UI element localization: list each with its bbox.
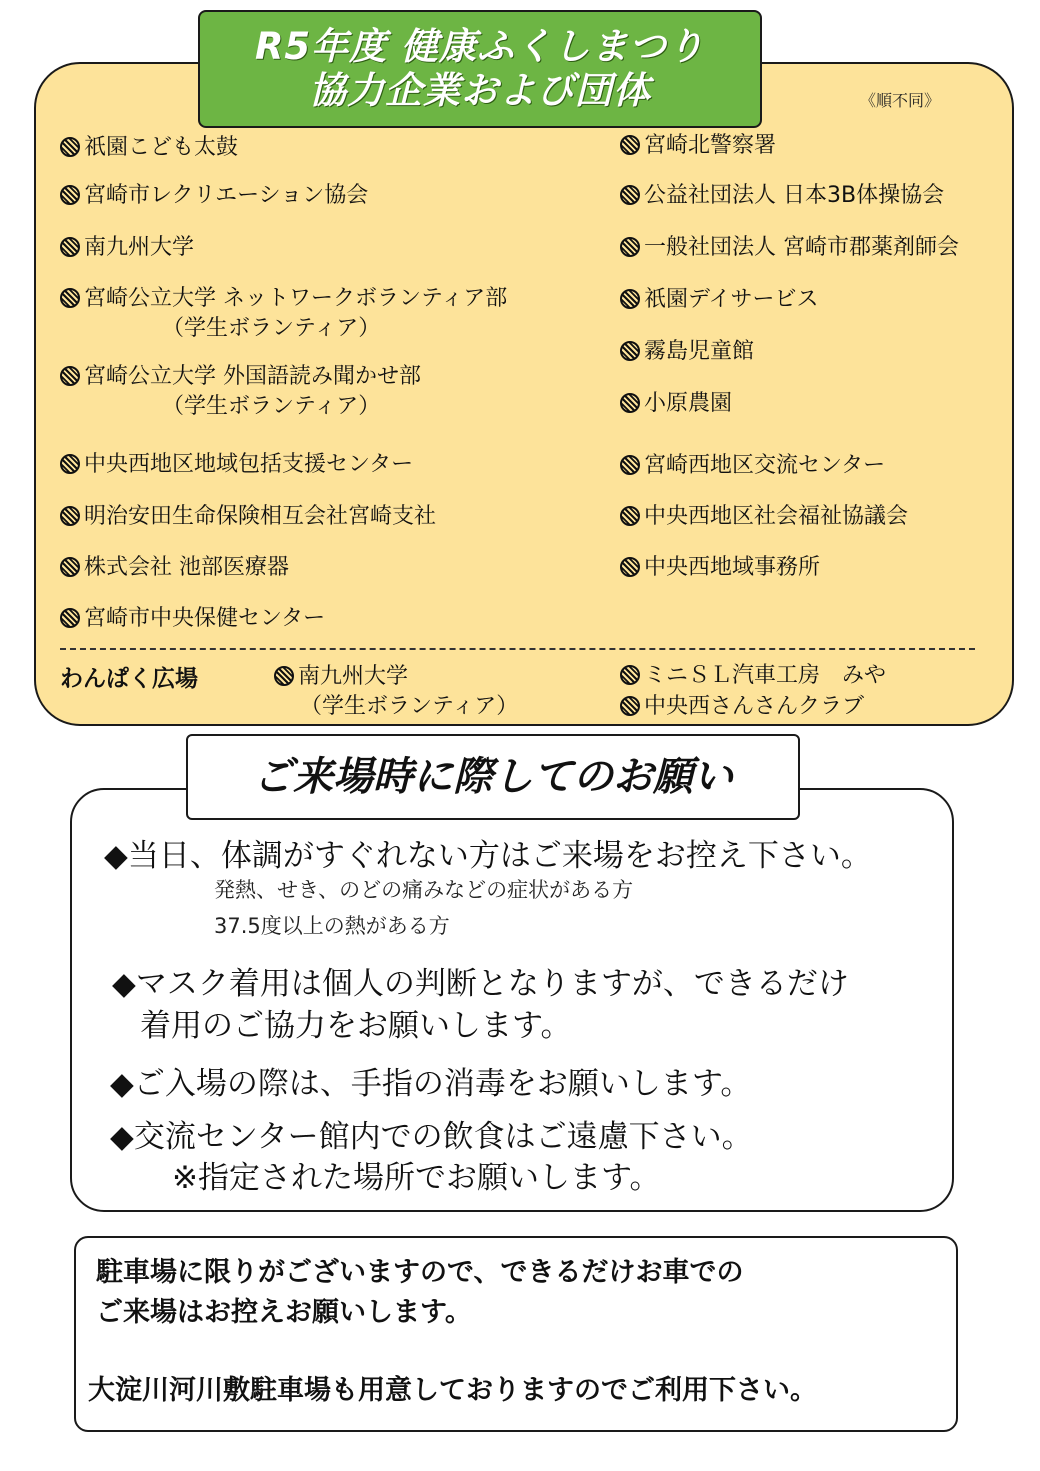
wanpaku-group-3: [620, 692, 864, 722]
hatched-circle-icon: [60, 557, 80, 577]
hatched-circle-icon: [620, 393, 640, 413]
hatched-circle-icon: [620, 665, 640, 685]
sponsor-left-5-sub: （学生ボランティア）: [162, 394, 381, 419]
sponsor-right-4: [620, 285, 818, 315]
sponsor-name: 宮崎市中央保健センター: [84, 606, 326, 631]
hatched-circle-icon: [620, 506, 640, 526]
sponsor-left-4-sub: （学生ボランティア）: [162, 316, 381, 341]
hatched-circle-icon: [274, 666, 294, 686]
hatched-circle-icon: [60, 237, 80, 257]
sponsor-name: 一般社団法人 宮崎市郡薬剤師会: [644, 235, 959, 260]
hatched-circle-icon: [620, 557, 640, 577]
sponsor-name: 祇園こども太鼓: [84, 135, 239, 160]
sponsor-name: 祇園デイサービス: [644, 287, 819, 312]
sponsor-name: 宮崎北警察署: [644, 133, 777, 158]
sponsor-left-9: [60, 604, 325, 634]
request-item-4-sub: ※指定された場所でお願いします。: [172, 1160, 661, 1196]
request-item-4: ◆交流センター館内での飲食はご遠慮下さい。: [110, 1119, 753, 1155]
sponsor-name: 宮崎公立大学 ネットワークボランティア部: [84, 286, 508, 311]
wanpaku-group-2: [620, 661, 886, 691]
hatched-circle-icon: [620, 289, 640, 309]
parking-line-2: ご来場はお控えお願いします。: [96, 1297, 472, 1328]
sponsor-right-8: [620, 502, 908, 532]
sponsor-name: 南九州大学: [84, 235, 195, 260]
sponsor-name: 中央西地区社会福祉協議会: [644, 504, 909, 529]
group-name: 南九州大学: [298, 664, 409, 689]
hatched-circle-icon: [620, 696, 640, 716]
hatched-circle-icon: [620, 341, 640, 361]
sponsor-name: 中央西地域事務所: [644, 555, 821, 580]
group-name: ミニＳＬ汽車工房 みや: [644, 663, 887, 688]
group-name: 中央西さんさんクラブ: [644, 694, 865, 719]
parking-line-3: 大淀川河川敷駐車場も用意しておりますのでご利用下さい。: [88, 1375, 817, 1406]
sponsor-name: 公益社団法人 日本3B体操協会: [644, 183, 945, 208]
sponsor-name: 宮崎西地区交流センター: [644, 453, 886, 478]
sponsor-name: 中央西地区地域包括支援センター: [84, 452, 414, 477]
sponsor-left-1: [60, 133, 238, 163]
hatched-circle-icon: [620, 455, 640, 475]
request-item-2-line-1: ◆マスク着用は個人の判断となりますが、できるだけ: [112, 966, 849, 1002]
sponsor-left-3: [60, 233, 194, 263]
hatched-circle-icon: [60, 137, 80, 157]
hatched-circle-icon: [60, 288, 80, 308]
order-note: 《順不同》: [860, 91, 941, 110]
hatched-circle-icon: [620, 135, 640, 155]
request-item-1-sub-1: 発熱、せき、のどの痛みなどの症状がある方: [214, 878, 634, 902]
parking-line-1: 駐車場に限りがございますので、できるだけお車での: [96, 1257, 744, 1288]
hatched-circle-icon: [60, 185, 80, 205]
sponsor-right-7: [620, 451, 885, 481]
request-title: ご来場時に際してのお願い: [186, 734, 800, 820]
sponsor-left-4: [60, 284, 507, 314]
sponsor-name: 明治安田生命保険相互会社宮崎支社: [84, 504, 437, 529]
sponsor-name: 小原農園: [644, 391, 733, 416]
sponsor-right-3: [620, 233, 959, 263]
sponsor-left-5: [60, 362, 421, 392]
page-title: [198, 10, 762, 128]
sponsor-right-2: [620, 181, 944, 211]
sponsor-name: 霧島児童館: [644, 339, 755, 364]
hatched-circle-icon: [60, 454, 80, 474]
sponsor-right-6: [620, 389, 732, 419]
hatched-circle-icon: [60, 608, 80, 628]
sponsor-left-8: [60, 553, 289, 583]
wanpaku-label: わんぱく広場: [60, 666, 198, 692]
wanpaku-group-1-sub: （学生ボランティア）: [300, 694, 519, 719]
sponsor-name: 株式会社 池部医療器: [84, 555, 289, 580]
sponsor-name: 宮崎公立大学 外国語読み聞かせ部: [84, 364, 421, 389]
hatched-circle-icon: [60, 366, 80, 386]
wanpaku-group-1: [274, 662, 408, 692]
sponsor-left-7: [60, 502, 436, 532]
request-item-3: ◆ご入場の際は、手指の消毒をお願いします。: [110, 1066, 752, 1102]
hatched-circle-icon: [620, 237, 640, 257]
request-item-1: ◆当日、体調がすぐれない方はご来場をお控え下さい。: [104, 838, 872, 874]
hatched-circle-icon: [60, 506, 80, 526]
hatched-circle-icon: [620, 185, 640, 205]
request-item-1-sub-2: 37.5度以上の熱がある方: [214, 914, 450, 938]
sponsor-left-2: [60, 181, 368, 211]
title-line-1: R5年度 健康ふくしまつり: [254, 25, 706, 68]
request-item-2-line-2: 着用のご協力をお願いします。: [140, 1008, 572, 1044]
sponsor-right-9: [620, 553, 820, 583]
sponsor-left-6: [60, 450, 413, 480]
sponsor-right-5: [620, 337, 754, 367]
sponsor-right-1: [620, 131, 776, 161]
section-divider: [60, 648, 975, 650]
sponsor-name: 宮崎市レクリエーション協会: [84, 183, 369, 208]
title-line-2: 協力企業および団体: [309, 69, 651, 112]
